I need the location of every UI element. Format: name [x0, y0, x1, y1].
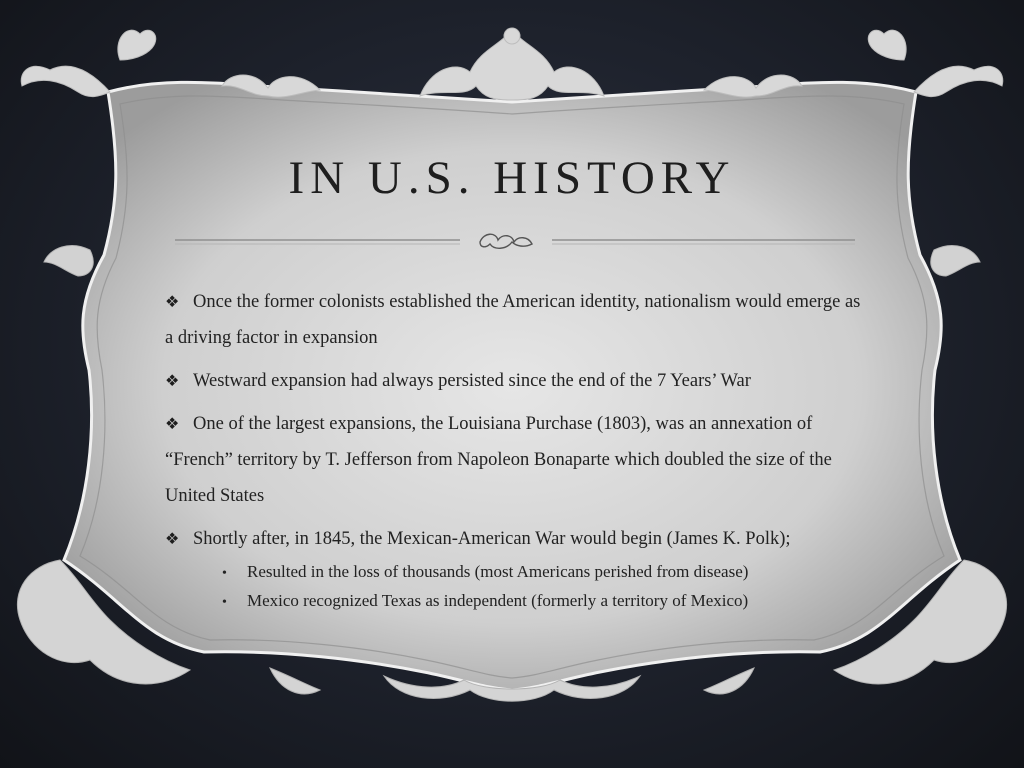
bullet-item: [165, 521, 865, 557]
bullet-text: Shortly after, in 1845, the Mexican-American War would begin (James K. Polk);: [193, 529, 791, 549]
bullet-text: Westward expansion had always persisted since the end of the 7 Years’ War: [193, 371, 751, 391]
bullet-text: Once the former colonists established the American identity, nationalism would emerge as a driving factor in expansion: [165, 292, 861, 348]
slide-title: IN U.S. HISTORY: [288, 152, 736, 204]
bullet-item: [165, 363, 865, 399]
bullet-diamond-icon: ❖: [165, 371, 180, 390]
sub-bullet-item: [222, 587, 865, 616]
bullet-item: [165, 406, 865, 514]
sub-bullet-item: [222, 558, 865, 587]
sub-bullet-text: Resulted in the loss of thousands (most Americans perished from disease): [247, 562, 749, 581]
bullet-diamond-icon: ❖: [165, 529, 180, 548]
bullet-item: [165, 284, 865, 356]
bullet-diamond-icon: ❖: [165, 414, 180, 433]
sub-bullet-list: [222, 558, 865, 616]
slide-content: [165, 284, 865, 616]
bullet-text: One of the largest expansions, the Louisiana Purchase (1803), was an annexation of “French” territory by T. Jefferson from Napoleon Bonaparte which doubled the size of the United States: [165, 414, 832, 506]
bullet-dot-icon: •: [222, 595, 227, 610]
bullet-dot-icon: •: [222, 566, 227, 581]
bullet-diamond-icon: ❖: [165, 292, 180, 311]
sub-bullet-text: Mexico recognized Texas as independent (formerly a territory of Mexico): [247, 591, 749, 610]
